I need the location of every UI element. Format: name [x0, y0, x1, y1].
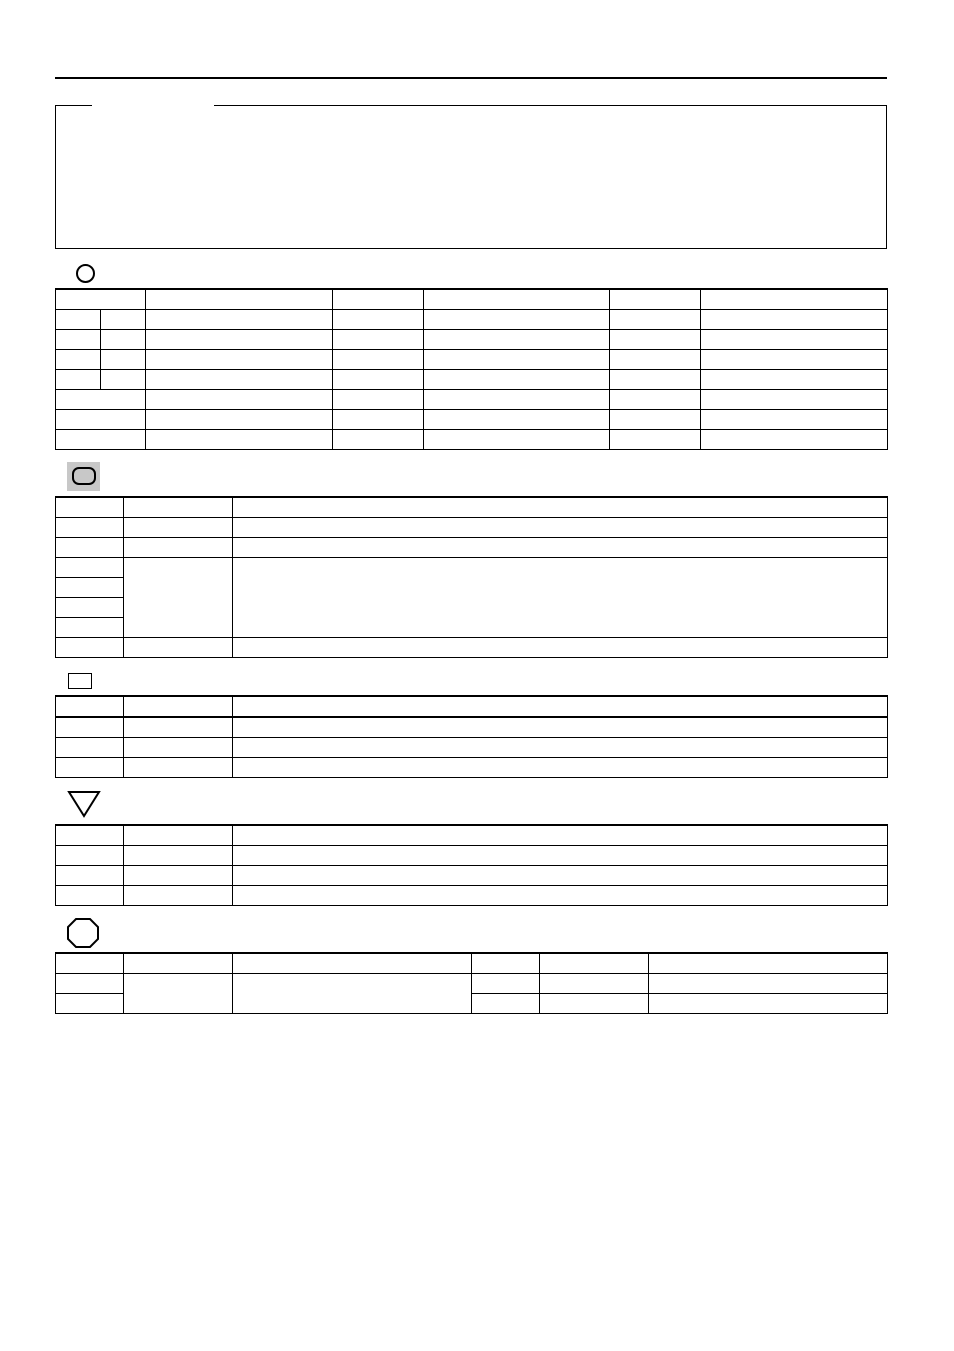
table-row: [56, 717, 888, 738]
circle-table: [55, 288, 888, 450]
table-row: [56, 886, 888, 906]
table-row: [56, 846, 888, 866]
triangle-table: [55, 824, 888, 906]
table-row: [56, 538, 888, 558]
rounded-table: [55, 496, 888, 658]
header-rule: [55, 77, 887, 79]
table-row: [56, 370, 888, 390]
table-row: [56, 330, 888, 350]
table-row: [56, 518, 888, 538]
rect-table: [55, 695, 888, 778]
table-row: [56, 758, 888, 778]
table-row: [56, 430, 888, 450]
notice-title-gap: [92, 103, 214, 108]
rectangle-icon: [68, 673, 92, 689]
table-row: [56, 738, 888, 758]
table-row: [56, 696, 888, 717]
notice-box: [55, 105, 887, 249]
triangle-icon: [66, 789, 102, 819]
octagon-icon: [66, 917, 100, 949]
table-row: [56, 390, 888, 410]
table-row: [56, 953, 888, 974]
table-row: [56, 410, 888, 430]
table-row: [56, 558, 888, 578]
table-row: [56, 866, 888, 886]
table-row: [56, 638, 888, 658]
table-row: [56, 289, 888, 310]
table-row: [56, 350, 888, 370]
table-row: [56, 825, 888, 846]
table-row: [56, 310, 888, 330]
rounded-rectangle-icon: [72, 467, 96, 485]
octagon-table: [55, 952, 888, 1014]
table-row: [56, 974, 888, 994]
table-row: [56, 497, 888, 518]
circle-icon: [76, 264, 95, 283]
